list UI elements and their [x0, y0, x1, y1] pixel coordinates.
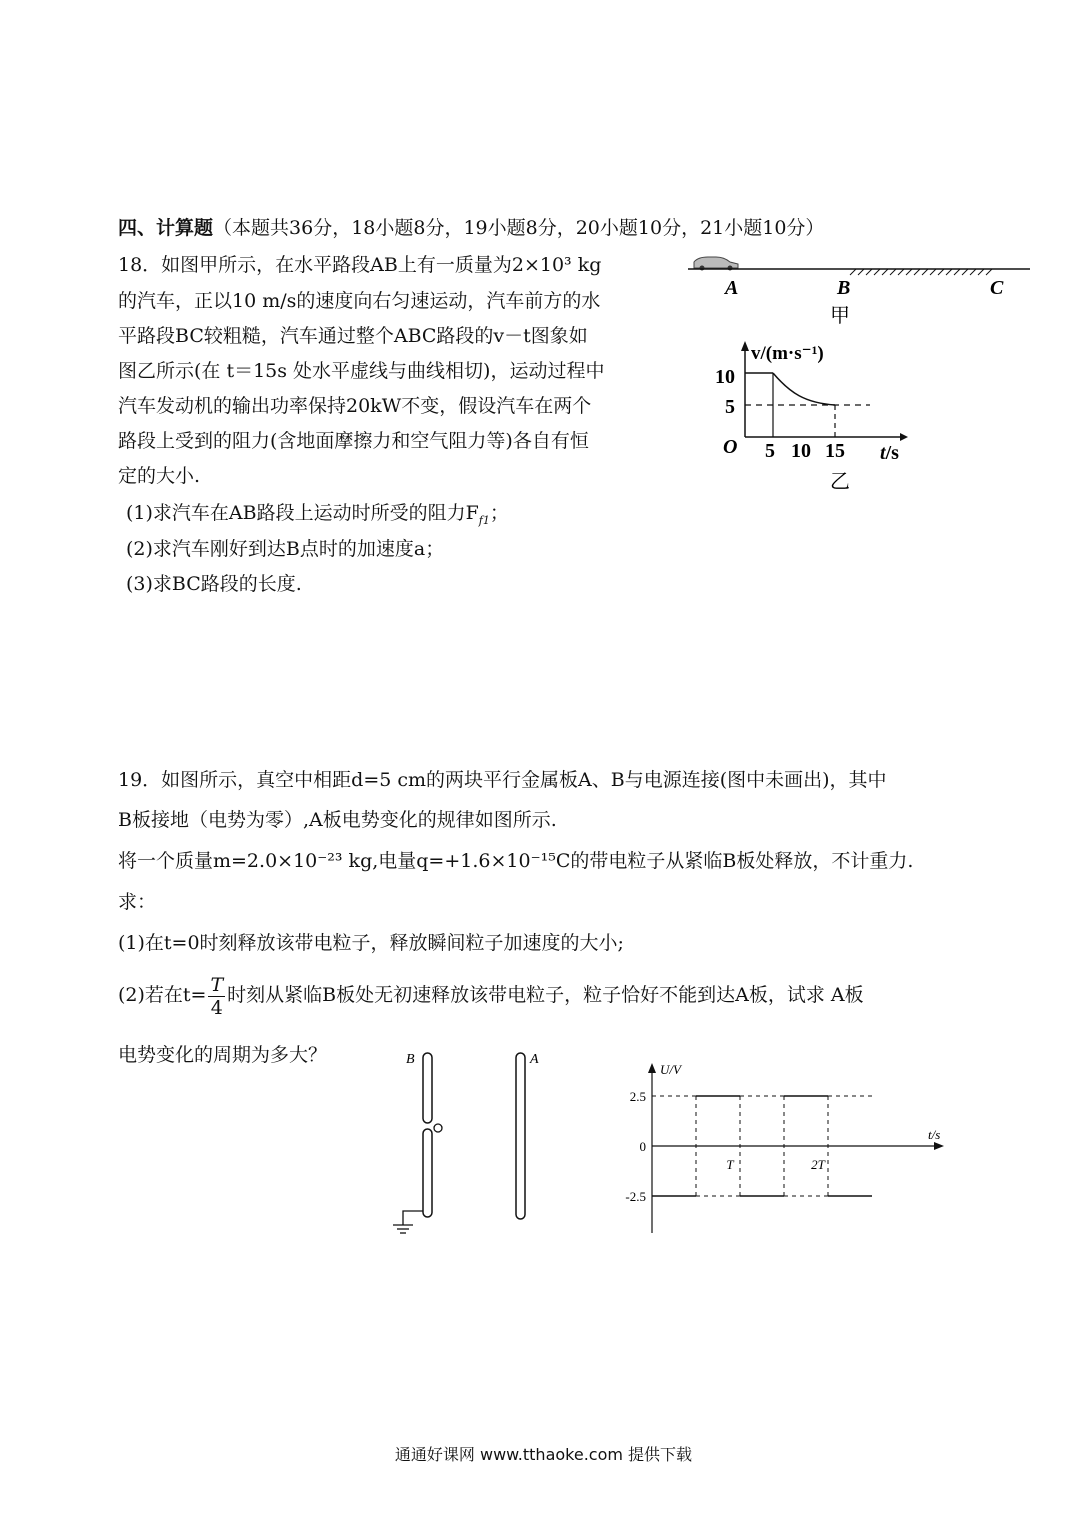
- point-c-label: C: [990, 277, 1004, 299]
- footer: 通通好课网 www.tthaoke.com 提供下载: [394, 1445, 693, 1464]
- voltage-chart: [600, 1055, 960, 1240]
- q18-line: 路段上受到的阻力(含地面摩擦力和空气阻力等)各自有恒: [118, 430, 589, 452]
- figure-yi-caption: 乙: [830, 471, 850, 493]
- origin-label: O: [723, 436, 738, 458]
- q19-line: B板接地（电势为零）,A板电势变化的规律如图所示.: [118, 809, 557, 831]
- q18-line: 平路段BC较粗糙，汽车通过整个ABC路段的v－t图象如: [118, 325, 588, 347]
- q18-part-2: (2)求汽车刚好到达B点时的加速度a；: [126, 538, 445, 560]
- vt-curve: [773, 373, 835, 405]
- plate-a: [516, 1053, 525, 1219]
- t-axis-label: t/s: [880, 442, 899, 464]
- fraction-t-over-4: [208, 974, 225, 1019]
- q18-line: 图乙所示(在 t＝15s 处水平虚线与曲线相切)，运动过程中: [118, 360, 605, 382]
- q18-line: 的汽车，正以10 m/s的速度向右匀速运动，汽车前方的水: [118, 290, 601, 312]
- q18-line: 汽车发动机的输出功率保持20kW不变，假设汽车在两个: [118, 395, 592, 417]
- section-title: 四、计算题: [118, 217, 214, 239]
- y-tick-label: 2.5: [629, 1089, 646, 1104]
- ground-icon: [393, 1225, 413, 1233]
- x-tick-label: 2T: [811, 1157, 825, 1172]
- parallel-plates-diagram: [390, 1045, 560, 1245]
- v-axis-arrow-icon: [741, 341, 749, 351]
- y-tick-label: -2.5: [625, 1189, 646, 1204]
- q18-line: 定的大小.: [118, 465, 201, 487]
- q18-part-1-sub: f1: [478, 513, 490, 527]
- t-axis-arrow-icon: [934, 1142, 944, 1150]
- q19-line: (1)在t=0时刻释放该带电粒子，释放瞬间粒子加速度的大小;: [118, 932, 624, 954]
- q18-part-1: [126, 501, 509, 525]
- fraction-denominator: 4: [210, 996, 223, 1019]
- q19-part-2-line2: 电势变化的周期为多大？: [118, 1044, 328, 1066]
- plate-b-upper: [423, 1053, 432, 1123]
- x-tick-10: 10: [791, 440, 811, 462]
- y-tick-10: 10: [715, 366, 735, 388]
- x-tick-5: 5: [765, 440, 775, 462]
- section-note: （本题共36分，18小题8分，19小题8分，20小题10分，21小题10分）: [213, 217, 825, 239]
- x-tick-label: T: [726, 1157, 734, 1172]
- q19-part-2-post: 时刻从紧临B板处无初速释放该带电粒子，粒子恰好不能到达A板，试求 A板: [227, 984, 864, 1006]
- plate-b-lower: [423, 1129, 432, 1217]
- charged-particle: [434, 1124, 442, 1132]
- vt-graph: [705, 335, 925, 495]
- q18-part-1-text: (1)求汽车在AB路段上运动时所受的阻力F: [126, 502, 479, 524]
- rough-surface-hatch: [850, 269, 992, 275]
- q18-part-1-end: ；: [489, 502, 509, 524]
- q19-part-2: [118, 970, 864, 1020]
- v-axis-label: v/(m·s⁻¹): [751, 343, 824, 364]
- point-b-label: B: [837, 277, 851, 299]
- plate-b-label: B: [406, 1052, 415, 1067]
- fraction-numerator: T: [210, 973, 224, 996]
- t-axis-label: t/s: [928, 1127, 941, 1142]
- point-a-label: A: [725, 277, 739, 299]
- q19-line: 将一个质量m=2.0×10⁻²³ kg,电量q=+1.6×10⁻¹⁵C的带电粒子从紧临B板处释放，不计重力.: [118, 850, 914, 872]
- x-tick-15: 15: [825, 440, 845, 462]
- q18-part-3: (3)求BC路段的长度.: [126, 573, 302, 595]
- q19-line: 求：: [118, 891, 157, 913]
- u-axis-arrow-icon: [648, 1063, 656, 1073]
- road-diagram: [680, 248, 1040, 328]
- y-tick-label: 0: [639, 1139, 646, 1154]
- figure-jia-caption: 甲: [830, 305, 850, 327]
- ground-wire: [403, 1211, 423, 1225]
- section-heading: [118, 216, 824, 240]
- plate-a-label: A: [530, 1052, 539, 1067]
- q18-line: 18．如图甲所示，在水平路段AB上有一质量为2×10³ kg: [118, 254, 602, 276]
- t-axis-arrow-icon: [900, 433, 908, 441]
- q19-part-2-pre: (2)若在t=: [118, 984, 207, 1006]
- u-axis-label: U/V: [660, 1062, 681, 1077]
- q19-line: 19．如图所示，真空中相距d=5 cm的两块平行金属板A、B与电源连接(图中未画出)，其中: [118, 769, 887, 791]
- y-tick-5: 5: [725, 396, 735, 418]
